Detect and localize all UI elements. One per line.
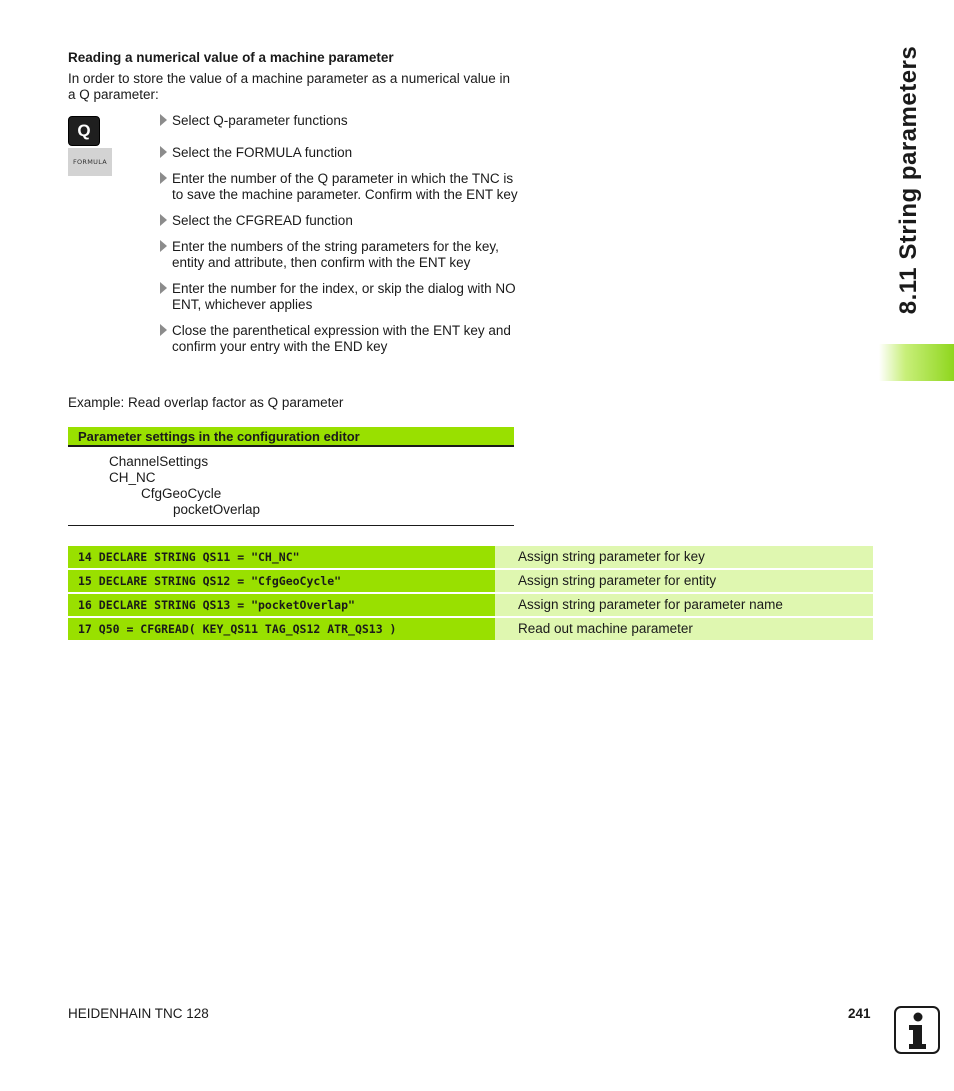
step-item: Close the parenthetical expression with the ENT key and confirm your entry with the END key — [158, 323, 518, 355]
example-caption: Example: Read overlap factor as Q parameter — [68, 395, 344, 410]
nc-program-table — [68, 546, 873, 642]
config-line: pocketOverlap — [173, 502, 261, 517]
chapter-side-title — [879, 30, 939, 330]
triangle-right-icon — [160, 240, 167, 252]
code-cell: 16 DECLARE STRING QS13 = "pocketOverlap" — [68, 594, 495, 616]
intro-text: In order to store the value of a machine parameter as a numerical value in a Q parameter: — [68, 71, 510, 102]
triangle-right-icon — [160, 146, 167, 158]
step-item: Select Q-parameter functions — [158, 113, 518, 129]
section-heading: Reading a numerical value of a machine parameter — [68, 50, 394, 65]
config-line: ChannelSettings — [109, 454, 209, 469]
description-cell: Assign string parameter for parameter name — [495, 594, 873, 616]
chapter-tab-marker — [879, 344, 954, 381]
description-cell: Assign string parameter for entity — [495, 570, 873, 592]
page-number: 241 — [848, 1006, 871, 1021]
footer-product: HEIDENHAIN TNC 128 — [68, 1006, 209, 1021]
description-cell: Read out machine parameter — [495, 618, 873, 640]
formula-soft-key-icon: FORMULA — [68, 148, 112, 176]
chapter-title-text: 8.11 String parameters — [895, 45, 922, 315]
info-glyph-icon — [896, 1008, 938, 1052]
table-row — [68, 570, 873, 592]
code-cell: 15 DECLARE STRING QS12 = "CfgGeoCycle" — [68, 570, 495, 592]
q-key-icon: Q — [68, 116, 100, 146]
config-editor-body — [68, 449, 514, 526]
step-item: Enter the number for the index, or skip the dialog with NO ENT, whichever applies — [158, 281, 518, 313]
step-item: Select the FORMULA function — [158, 145, 518, 161]
config-line: CH_NC — [109, 470, 156, 485]
step-item: Select the CFGREAD function — [158, 213, 518, 229]
description-cell: Assign string parameter for key — [495, 546, 873, 568]
step-item: Enter the numbers of the string parameters for the key, entity and attribute, then confirm with the ENT key — [158, 239, 518, 271]
triangle-right-icon — [160, 324, 167, 336]
info-icon — [894, 1006, 940, 1054]
triangle-right-icon — [160, 114, 167, 126]
table-row — [68, 546, 873, 568]
triangle-right-icon — [160, 214, 167, 226]
config-line: CfgGeoCycle — [141, 486, 222, 501]
table-row — [68, 618, 873, 640]
step-list — [158, 113, 518, 365]
triangle-right-icon — [160, 282, 167, 294]
code-cell: 14 DECLARE STRING QS11 = "CH_NC" — [68, 546, 495, 568]
triangle-right-icon — [160, 172, 167, 184]
code-cell: 17 Q50 = CFGREAD( KEY_QS11 TAG_QS12 ATR_QS13 ) — [68, 618, 495, 640]
step-item: Enter the number of the Q parameter in which the TNC is to save the machine parameter. Confirm with the ENT key — [158, 171, 518, 203]
table-row — [68, 594, 873, 616]
config-editor-header: Parameter settings in the configuration editor — [68, 427, 514, 447]
